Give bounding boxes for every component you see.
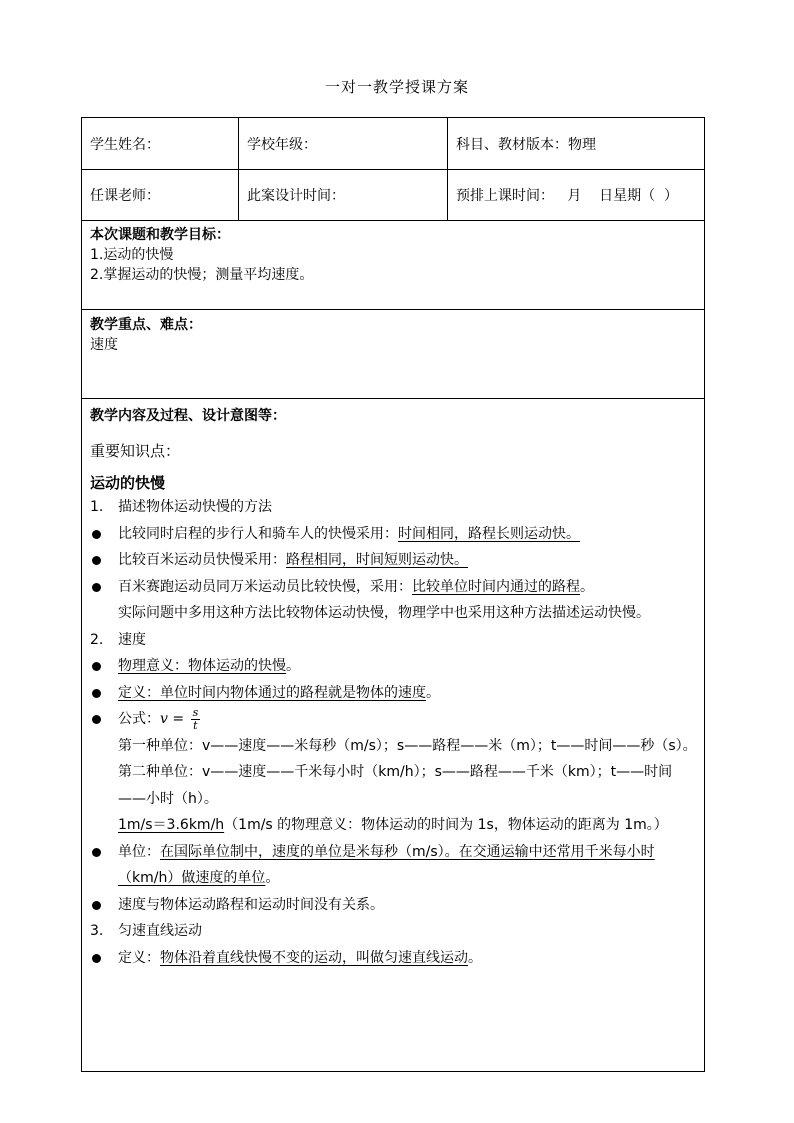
underlined-text: 在国际单位制中，速度的单位是米每秒（m/s）。在交通运输中还常用千米每小时（km/h）做速度的单位 <box>118 843 655 886</box>
item-text: 。 <box>580 578 594 595</box>
item-number: 1. <box>90 499 104 515</box>
bullet-icon <box>92 715 101 724</box>
item-text: 单位： <box>118 843 160 860</box>
item-text: 百米赛跑运动员同万米运动员比较快慢，采用： <box>118 578 412 595</box>
school-grade-label: 学校年级： <box>247 136 317 153</box>
bullet-item <box>88 574 698 601</box>
content-heading: 教学内容及过程、设计意图等： <box>90 408 286 424</box>
item-text: 速度与物体运动路程和运动时间没有关系。 <box>118 896 384 913</box>
item-number: 3. <box>90 923 104 939</box>
underlined-text: 物理意义：物体运动的快慢 <box>118 658 286 674</box>
bullet-item <box>88 680 698 707</box>
item-text: 。 <box>468 949 482 966</box>
unit-line <box>88 759 698 812</box>
unit-label: 第二种单位： <box>118 764 202 780</box>
goals-heading: 本次课题和教学目标： <box>90 227 230 243</box>
item-text: 比较同时启程的步行人和骑车人的快慢采用： <box>118 525 398 542</box>
lesson-plan-table <box>81 117 705 1072</box>
bullet-item <box>88 945 698 972</box>
item-text: 。 <box>426 684 440 701</box>
knowledge-points-label: 重要知识点： <box>90 442 181 460</box>
numbered-item <box>88 494 698 521</box>
schedule-label: 预排上课时间： 月 日星期（ ） <box>456 188 679 204</box>
formula-t: t <box>193 718 198 732</box>
underlined-text: 时间相同，路程长则运动快。 <box>398 525 580 542</box>
column-divider <box>238 170 239 220</box>
numbered-item <box>88 627 698 654</box>
bullet-icon <box>92 556 101 565</box>
item-text: 。 <box>286 658 300 674</box>
bullet-icon <box>92 530 101 539</box>
column-divider <box>447 170 448 220</box>
key-line: 速度 <box>90 337 118 353</box>
underlined-text: 比较单位时间内通过的路程 <box>412 578 580 595</box>
content-section <box>82 400 704 971</box>
formula-fraction <box>191 707 201 732</box>
goal-line: 2.掌握运动的快慢；测量平均速度。 <box>90 267 314 283</box>
item-text: 速度 <box>118 631 146 648</box>
underlined-text: 物体沿着直线快慢不变的运动，叫做匀速直线运动 <box>160 949 468 966</box>
design-time-label: 此案设计时间： <box>247 188 345 204</box>
column-divider <box>447 118 448 169</box>
bullet-item <box>88 547 698 574</box>
item-text: 描述物体运动快慢的方法 <box>118 499 272 515</box>
header-row-1 <box>82 118 704 170</box>
numbered-item <box>88 918 698 945</box>
subject-label: 科目、教材版本：物理 <box>456 136 596 153</box>
item-text: 定义： <box>118 949 160 966</box>
goals-section <box>82 221 704 310</box>
unit-line <box>88 733 698 760</box>
formula-equals: = <box>167 711 189 727</box>
formula-v: v <box>160 711 168 727</box>
goal-line: 1.运动的快慢 <box>90 247 174 263</box>
bullet-icon <box>92 689 101 698</box>
unit-text: v——速度——千米每小时（km/h）；s——路程——千米（km）；t——时间——小时（h）。 <box>118 764 673 807</box>
unit-text: v——速度——米每秒（m/s）；s——路程——米（m）；t——时间——秒（s）。 <box>202 737 697 754</box>
formula-s: s <box>192 705 199 719</box>
conversion-line <box>88 812 698 839</box>
key-heading: 教学重点、难点： <box>90 317 202 333</box>
header-row-2 <box>82 170 704 221</box>
bullet-item <box>88 892 698 919</box>
student-name-label: 学生姓名： <box>90 136 160 153</box>
bullet-icon <box>92 901 101 910</box>
underlined-text: 1m/s＝3.6km/h <box>118 817 225 833</box>
item-text: 公式： <box>118 711 160 727</box>
item-text: 比较百米运动员快慢采用： <box>118 552 286 568</box>
bullet-item <box>88 706 698 733</box>
bullet-item <box>88 839 698 892</box>
bullet-icon <box>92 662 101 671</box>
underlined-text: 路程相同，时间短则运动快。 <box>286 552 468 568</box>
unit-label: 第一种单位： <box>118 737 202 754</box>
item-number: 2. <box>90 631 104 648</box>
continuation-text: 实际问题中多用这种方法比较物体运动快慢，物理学中也采用这种方法描述运动快慢。 <box>118 605 650 621</box>
column-divider <box>238 118 239 169</box>
key-points-section <box>82 311 704 399</box>
bullet-item <box>88 521 698 548</box>
bullet-item <box>88 653 698 680</box>
conversion-text: （1m/s 的物理意义：物体运动的时间为 1s，物体运动的距离为 1m。） <box>224 817 668 833</box>
bullet-icon <box>92 848 101 857</box>
teacher-label: 任课老师： <box>90 188 160 204</box>
item-text: 匀速直线运动 <box>118 923 202 939</box>
bullet-icon <box>92 954 101 963</box>
bullet-icon <box>92 583 101 592</box>
subtopic-heading: 运动的快慢 <box>90 474 166 492</box>
item-text: 。 <box>265 870 280 886</box>
document-title: 一对一教学授课方案 <box>324 78 469 96</box>
underlined-text: 定义：单位时间内物体通过的路程就是物体的速度 <box>118 684 426 701</box>
